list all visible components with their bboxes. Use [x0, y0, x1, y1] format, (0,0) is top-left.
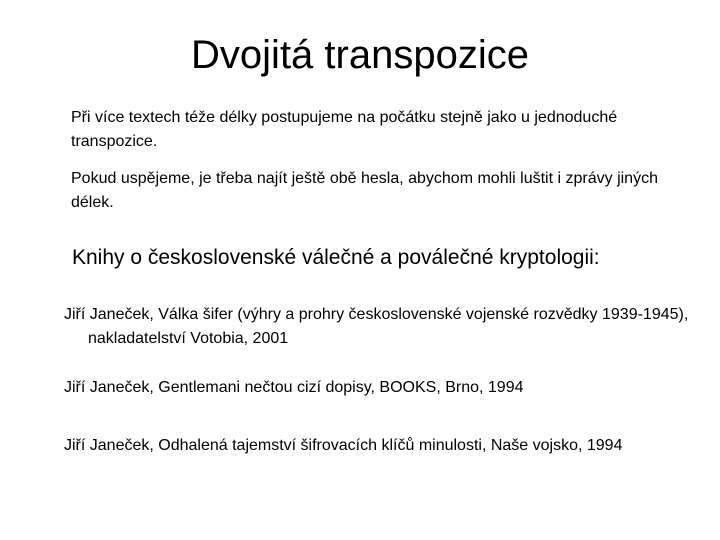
keys-paragraph: Pokud uspějeme, je třeba najít ještě obě hesla, abychom mohli luštit i zprávy jiných délek.: [71, 170, 658, 211]
books-heading: Knihy o československé válečné a poválečné kryptologii:: [72, 246, 600, 269]
reference-item: Jiří Janeček, Odhalená tajemství šifrovacích klíčů minulosti, Naše vojsko, 1994: [64, 437, 623, 454]
slide-title: Dvojitá transpozice: [191, 33, 529, 77]
intro-paragraph: Při více textech téže délky postupujeme na počátku stejně jako u jednoduché transpozice.: [71, 109, 618, 150]
reference-item: Jiří Janeček, Gentlemani nečtou cizí dopisy, BOOKS, Brno, 1994: [64, 379, 524, 396]
reference-item: Jiří Janeček, Válka šifer (výhry a prohry československé vojenské rozvědky 1939-1945), nakladatelství Votobia, 2001: [64, 306, 689, 347]
